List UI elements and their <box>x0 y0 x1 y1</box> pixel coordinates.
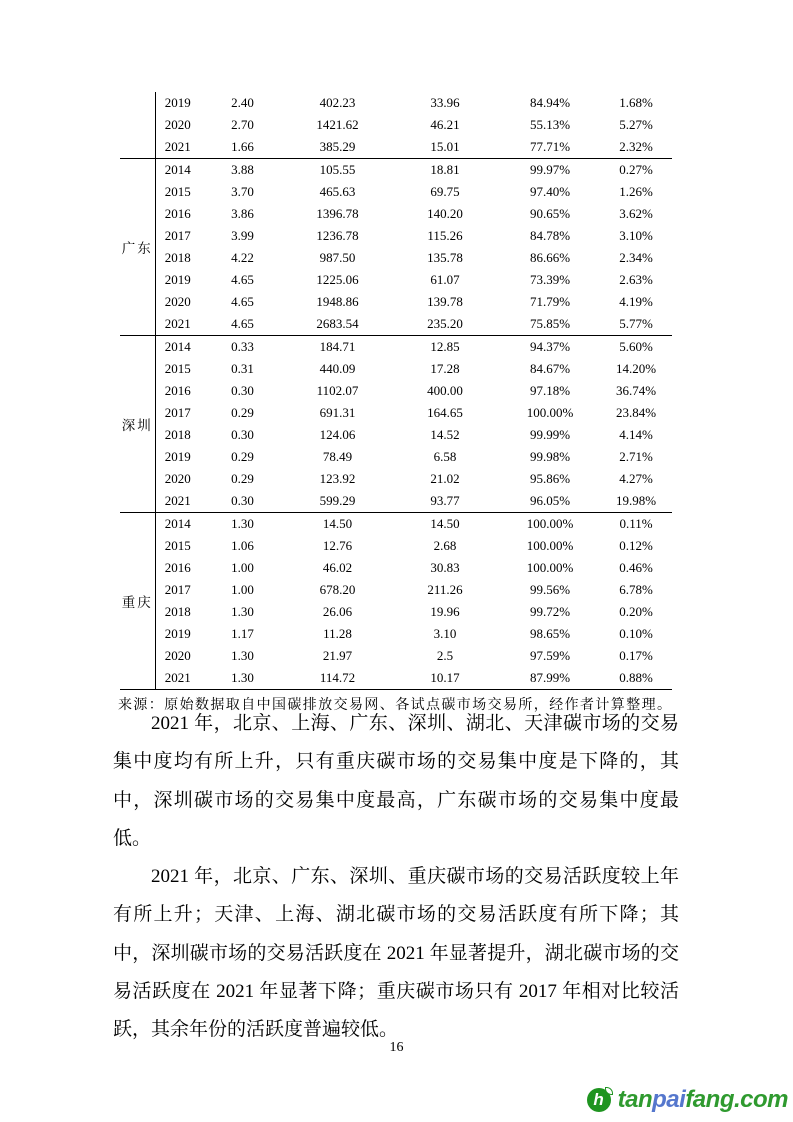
table-group-深圳 <box>120 336 672 513</box>
value-cell: 140.20 <box>427 206 463 221</box>
value-cell: 23.84% <box>615 405 657 420</box>
value-cell: 440.09 <box>319 361 356 376</box>
table-row <box>120 667 672 690</box>
table-row <box>120 446 672 468</box>
value-cell: 599.29 <box>319 493 356 508</box>
value-cell: 1.30 <box>231 604 254 619</box>
table-row <box>120 424 672 446</box>
value-cell: 3.70 <box>231 184 254 199</box>
value-cell: 1396.78 <box>316 206 359 221</box>
value-cell: 1102.07 <box>316 383 359 398</box>
value-cell: 987.50 <box>319 250 356 265</box>
value-cell: 0.46% <box>619 560 653 575</box>
value-cell: 0.30 <box>231 427 254 442</box>
tanpaifang-logo[interactable] <box>587 1086 788 1114</box>
value-cell: 0.33 <box>200 336 285 359</box>
value-cell: 211.26 <box>427 582 463 597</box>
value-cell: 1.68% <box>619 95 653 110</box>
value-cell: 100.00% <box>526 405 574 420</box>
value-cell: 4.65 <box>231 272 254 287</box>
value-cell: 4.27% <box>619 471 653 486</box>
year-cell: 2020 <box>164 294 191 309</box>
value-cell: 73.39% <box>529 272 571 287</box>
value-cell: 14.50 <box>390 513 500 536</box>
value-cell: 114.72 <box>319 670 356 685</box>
value-cell: 17.28 <box>430 361 460 376</box>
value-cell: 2.32% <box>619 139 653 154</box>
year-cell: 2016 <box>164 206 191 221</box>
year-cell: 2019 <box>164 449 191 464</box>
table-row <box>120 513 672 536</box>
year-cell: 2015 <box>164 538 191 553</box>
tanpaifang-leaf-icon: h <box>587 1088 611 1112</box>
table-row <box>120 313 672 336</box>
value-cell: 18.81 <box>390 159 500 182</box>
table-row <box>120 181 672 203</box>
year-cell: 2021 <box>164 139 191 154</box>
value-cell: 3.10% <box>619 228 653 243</box>
value-cell: 15.01 <box>430 139 460 154</box>
value-cell: 30.83 <box>430 560 460 575</box>
value-cell: 135.78 <box>427 250 463 265</box>
value-cell: 14.50 <box>285 513 390 536</box>
value-cell: 46.02 <box>322 560 353 575</box>
value-cell: 0.30 <box>231 493 254 508</box>
table-row <box>120 336 672 359</box>
value-cell: 2.34% <box>619 250 653 265</box>
value-cell: 19.96 <box>430 604 460 619</box>
year-cell: 2018 <box>164 427 191 442</box>
table-row <box>120 535 672 557</box>
logo-text-part: pai <box>652 1086 686 1113</box>
value-cell: 87.99% <box>529 670 571 685</box>
value-cell: 5.27% <box>619 117 653 132</box>
table-row <box>120 557 672 579</box>
value-cell: 99.72% <box>529 604 571 619</box>
year-cell: 2021 <box>164 493 191 508</box>
region-label: 深圳 <box>120 336 155 513</box>
table-row <box>120 269 672 291</box>
value-cell: 97.18% <box>529 383 571 398</box>
value-cell: 1.30 <box>231 648 254 663</box>
region-label <box>120 92 155 159</box>
value-cell: 3.62% <box>619 206 653 221</box>
year-cell: 2014 <box>155 159 200 182</box>
value-cell: 1948.86 <box>316 294 359 309</box>
value-cell: 77.71% <box>529 139 571 154</box>
value-cell: 75.85% <box>529 316 571 331</box>
value-cell: 0.27% <box>600 159 672 182</box>
value-cell: 3.10 <box>433 626 457 641</box>
value-cell: 21.97 <box>322 648 353 663</box>
value-cell: 235.20 <box>427 316 463 331</box>
value-cell: 12.76 <box>322 538 353 553</box>
value-cell: 100.00% <box>526 560 574 575</box>
table-row <box>120 114 672 136</box>
value-cell: 90.65% <box>529 206 571 221</box>
value-cell: 0.12% <box>619 538 653 553</box>
value-cell: 0.20% <box>619 604 653 619</box>
year-cell: 2020 <box>164 648 191 663</box>
value-cell: 2.71% <box>619 449 653 464</box>
carbon-market-table <box>120 92 672 690</box>
logo-text-part: tan <box>617 1086 653 1113</box>
region-label: 广东 <box>120 159 155 336</box>
logo-text-part: fang.com <box>685 1086 788 1113</box>
value-cell: 0.29 <box>231 471 254 486</box>
value-cell: 0.11% <box>600 513 672 536</box>
value-cell: 4.19% <box>619 294 653 309</box>
value-cell: 385.29 <box>319 139 356 154</box>
value-cell: 2.40 <box>231 95 254 110</box>
table-group-重庆 <box>120 513 672 690</box>
value-cell: 78.49 <box>322 449 353 464</box>
value-cell: 465.63 <box>319 184 356 199</box>
value-cell: 1421.62 <box>316 117 359 132</box>
value-cell: 55.13% <box>529 117 571 132</box>
value-cell: 1.66 <box>231 139 254 154</box>
value-cell: 124.06 <box>319 427 356 442</box>
value-cell: 2683.54 <box>316 316 359 331</box>
value-cell: 98.65% <box>529 626 571 641</box>
table-row <box>120 203 672 225</box>
table-row <box>120 136 672 159</box>
value-cell: 4.22 <box>231 250 254 265</box>
year-cell: 2015 <box>164 184 191 199</box>
table-row <box>120 291 672 313</box>
value-cell: 95.86% <box>529 471 571 486</box>
year-cell: 2016 <box>164 560 191 575</box>
value-cell: 2.68 <box>433 538 457 553</box>
value-cell: 1225.06 <box>316 272 359 287</box>
value-cell: 99.99% <box>529 427 571 442</box>
value-cell: 12.85 <box>390 336 500 359</box>
value-cell: 96.05% <box>529 493 571 508</box>
table-group-广东 <box>120 159 672 336</box>
year-cell: 2020 <box>164 117 191 132</box>
table-row <box>120 579 672 601</box>
table-row <box>120 380 672 402</box>
paragraph-concentration: 2021 年，北京、上海、广东、深圳、湖北、天津碳市场的交易集中度均有所上升，只有重庆碳市场的交易集中度是下降的，其中，深圳碳市场的交易集中度最高，广东碳市场的交易集中度最低。 <box>113 713 679 849</box>
value-cell: 3.86 <box>231 206 254 221</box>
value-cell: 691.31 <box>319 405 356 420</box>
value-cell: 1.00 <box>231 560 254 575</box>
table-row <box>120 358 672 380</box>
value-cell: 99.98% <box>529 449 571 464</box>
value-cell: 36.74% <box>615 383 657 398</box>
tanpaifang-logo-text <box>618 1086 788 1114</box>
year-cell: 2021 <box>164 670 191 685</box>
value-cell: 5.77% <box>619 316 653 331</box>
value-cell: 6.58 <box>433 449 457 464</box>
value-cell: 93.77 <box>430 493 460 508</box>
value-cell: 2.70 <box>231 117 254 132</box>
value-cell: 97.40% <box>529 184 571 199</box>
year-cell: 2019 <box>164 626 191 641</box>
value-cell: 2.63% <box>619 272 653 287</box>
table-row <box>120 490 672 513</box>
year-cell: 2014 <box>155 336 200 359</box>
year-cell: 2018 <box>164 604 191 619</box>
value-cell: 33.96 <box>430 95 460 110</box>
table-row <box>120 402 672 424</box>
table-group-continued <box>120 92 672 159</box>
year-cell: 2017 <box>164 582 191 597</box>
year-cell: 2019 <box>164 95 191 110</box>
year-cell: 2018 <box>164 250 191 265</box>
value-cell: 99.56% <box>529 582 571 597</box>
value-cell: 184.71 <box>285 336 390 359</box>
table-row <box>120 247 672 269</box>
value-cell: 84.94% <box>529 95 571 110</box>
value-cell: 5.60% <box>600 336 672 359</box>
table-row <box>120 601 672 623</box>
year-cell: 2021 <box>164 316 191 331</box>
year-cell: 2017 <box>164 228 191 243</box>
value-cell: 4.14% <box>619 427 653 442</box>
value-cell: 0.88% <box>619 670 653 685</box>
year-cell: 2019 <box>164 272 191 287</box>
value-cell: 1.30 <box>200 513 285 536</box>
value-cell: 61.07 <box>430 272 460 287</box>
value-cell: 139.78 <box>427 294 463 309</box>
value-cell: 6.78% <box>619 582 653 597</box>
value-cell: 14.52 <box>430 427 460 442</box>
value-cell: 1.00 <box>231 582 254 597</box>
value-cell: 1.06 <box>231 538 254 553</box>
value-cell: 19.98% <box>615 493 657 508</box>
value-cell: 402.23 <box>319 95 356 110</box>
value-cell: 46.21 <box>430 117 460 132</box>
value-cell: 400.00 <box>427 383 463 398</box>
value-cell: 11.28 <box>323 626 352 641</box>
value-cell: 84.78% <box>529 228 571 243</box>
value-cell: 97.59% <box>529 648 571 663</box>
value-cell: 94.37% <box>500 336 600 359</box>
table-row <box>120 159 672 182</box>
year-cell: 2016 <box>164 383 191 398</box>
value-cell: 4.65 <box>231 294 254 309</box>
value-cell: 105.55 <box>285 159 390 182</box>
value-cell: 3.99 <box>231 228 254 243</box>
value-cell: 4.65 <box>231 316 254 331</box>
value-cell: 0.29 <box>231 405 254 420</box>
value-cell: 71.79% <box>529 294 571 309</box>
value-cell: 1236.78 <box>316 228 359 243</box>
value-cell: 1.17 <box>231 626 254 641</box>
value-cell: 84.67% <box>529 361 571 376</box>
year-cell: 2017 <box>164 405 191 420</box>
value-cell: 0.31 <box>231 361 254 376</box>
value-cell: 21.02 <box>430 471 460 486</box>
value-cell: 0.30 <box>231 383 254 398</box>
value-cell: 0.17% <box>619 648 653 663</box>
value-cell: 100.00% <box>526 538 574 553</box>
paragraph-activity: 2021 年，北京、广东、深圳、重庆碳市场的交易活跃度较上年有所上升；天津、上海、湖北碳市场的交易活跃度有所下降；其中，深圳碳市场的交易活跃度在 2021 年显著提升，湖北碳市场的交易活跃度在 2021 年显著下降；重庆碳市场只有 2017 年相对比较活跃，其余年份的活跃度普遍较低。 <box>113 866 679 1041</box>
table-row <box>120 92 672 114</box>
year-cell: 2015 <box>164 361 191 376</box>
year-cell: 2020 <box>164 471 191 486</box>
value-cell: 99.97% <box>500 159 600 182</box>
value-cell: 2.5 <box>436 648 454 663</box>
value-cell: 10.17 <box>430 670 460 685</box>
value-cell: 1.30 <box>231 670 254 685</box>
table-row <box>120 225 672 247</box>
value-cell: 14.20% <box>615 361 657 376</box>
page-number: 16 <box>389 1040 404 1055</box>
value-cell: 100.00% <box>500 513 600 536</box>
value-cell: 115.26 <box>427 228 463 243</box>
value-cell: 1.26% <box>619 184 653 199</box>
value-cell: 3.88 <box>200 159 285 182</box>
value-cell: 0.29 <box>231 449 254 464</box>
body-paragraphs <box>113 705 679 1050</box>
value-cell: 86.66% <box>529 250 571 265</box>
table-source-note: 来源：原始数据取自中国碳排放交易网、各试点碳市场交易所，经作者计算整理。 <box>118 698 673 713</box>
year-cell: 2014 <box>155 513 200 536</box>
value-cell: 123.92 <box>319 471 356 486</box>
value-cell: 678.20 <box>319 582 356 597</box>
value-cell: 69.75 <box>430 184 460 199</box>
table-row <box>120 645 672 667</box>
table-row <box>120 468 672 490</box>
value-cell: 0.10% <box>619 626 653 641</box>
table-row <box>120 623 672 645</box>
region-label: 重庆 <box>120 513 155 690</box>
value-cell: 164.65 <box>427 405 463 420</box>
value-cell: 26.06 <box>322 604 353 619</box>
